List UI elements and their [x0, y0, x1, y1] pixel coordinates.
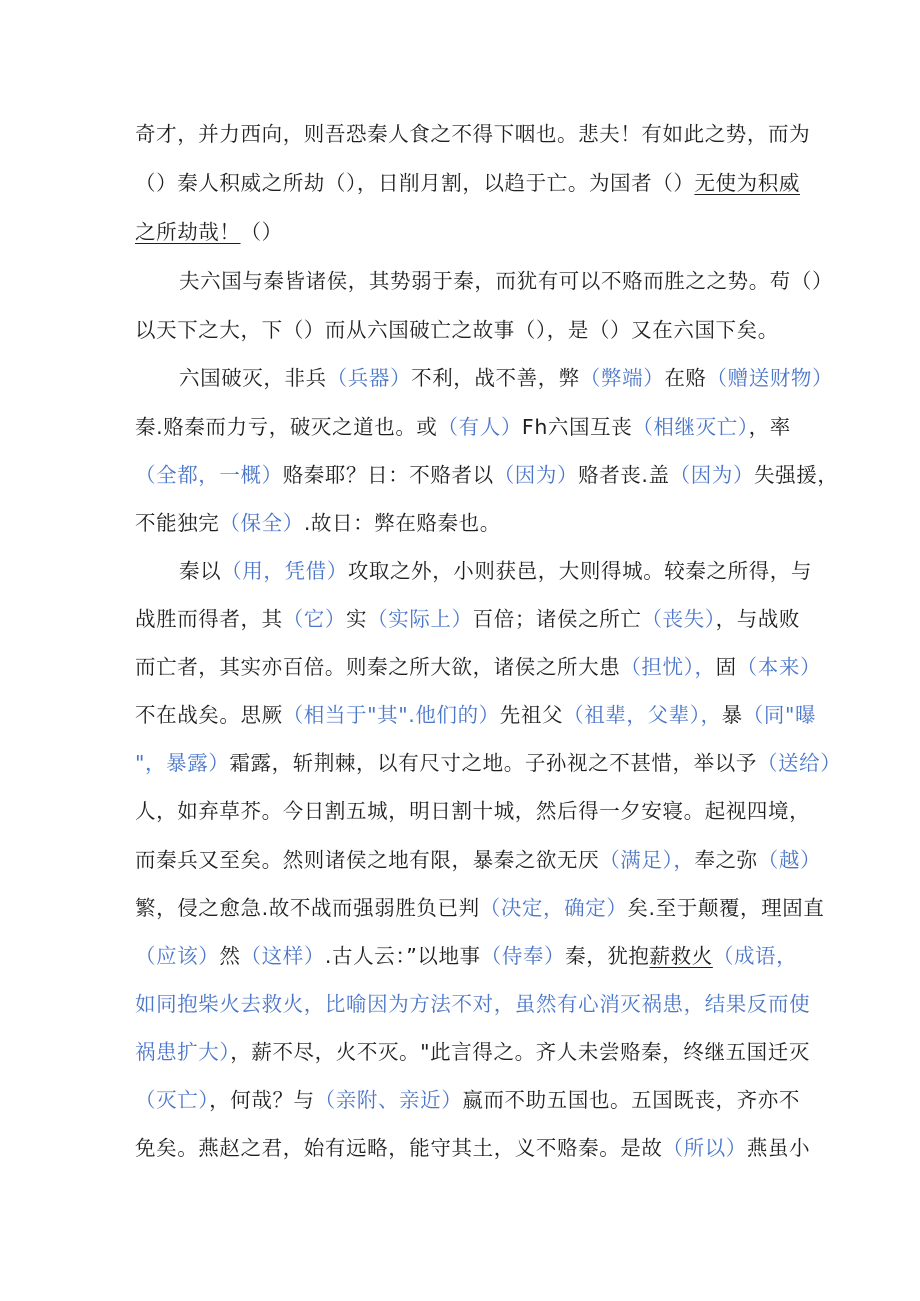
annotation-gloss: （送给） — [756, 751, 842, 775]
annotation-gloss: （越） — [757, 848, 822, 872]
annotation-gloss: "，暴露） — [135, 751, 230, 775]
text-line — [179, 267, 833, 295]
annotation-gloss: （成语， — [712, 944, 798, 968]
annotation-gloss: （赠送财物） — [706, 366, 834, 390]
annotation-gloss: （因为） — [493, 463, 579, 487]
text-run: Fh六国互丧 — [521, 415, 633, 439]
annotation-gloss: （这样） — [240, 944, 325, 968]
annotation-gloss: （应该） — [135, 944, 220, 968]
text-run: ，率 — [748, 415, 791, 439]
text-line — [135, 605, 800, 633]
text-run: 燕虽小 — [746, 1136, 811, 1160]
text-line — [135, 846, 821, 874]
text-run: 以天下之大，下（）而从六国破亡之故事（），是（）又在六国下矣。 — [135, 318, 779, 342]
text-run: 攻取之外，小则获邑，大则得城。较秦之所得，与 — [347, 559, 813, 583]
text-line — [135, 509, 501, 537]
text-run: .故日：弊在赂秦也。 — [303, 511, 501, 535]
text-line — [135, 701, 816, 729]
text-run: 赂者丧.盖 — [578, 463, 670, 487]
annotation-gloss: （它） — [282, 607, 347, 631]
annotation-gloss: （相继灭亡） — [632, 415, 749, 439]
text-line — [135, 797, 810, 825]
text-line — [135, 120, 810, 148]
annotation-gloss: （弊端） — [579, 366, 665, 390]
text-run: 然 — [219, 944, 241, 968]
text-run: 而秦兵又至矣。然则诸侯之地有限，暴秦之欲无厌 — [135, 848, 600, 872]
text-run: 百倍；诸侯之所亡 — [472, 607, 642, 631]
text-line — [135, 413, 791, 441]
text-run: 战胜而得者，其 — [135, 607, 283, 631]
text-line — [135, 894, 824, 922]
annotation-gloss: （同"曝 — [742, 703, 817, 727]
text-run: .古人云：”以地事 — [324, 944, 481, 968]
text-run: 固 — [715, 655, 737, 679]
annotation-gloss: （全都，一概） — [135, 463, 283, 487]
text-line — [179, 364, 833, 392]
text-run: 秦，犹抱 — [565, 944, 650, 968]
annotation-gloss: （所以） — [662, 1136, 747, 1160]
text-run: （）秦人积威之所劫（），日削月割，以趋于亡。为国者（） — [135, 171, 695, 195]
text-line — [135, 461, 838, 489]
annotation-gloss: （有人） — [437, 415, 522, 439]
text-line — [135, 1038, 810, 1066]
underlined-text: 无使为积威 — [694, 171, 800, 195]
text-run: 秦.赂秦而力亏，破灭之道也。或 — [135, 415, 438, 439]
text-run: 不利，战不善，弊 — [411, 366, 580, 390]
annotation-gloss: （实际上） — [367, 607, 473, 631]
text-line — [179, 557, 812, 585]
annotation-gloss: （担忧）， — [620, 655, 716, 679]
text-line — [135, 218, 283, 246]
text-run: 免矣。燕赵之君，始有远略，能守其土，义不赂秦。是故 — [135, 1136, 663, 1160]
text-run: ，何哉？与 — [209, 1088, 315, 1112]
text-run: 不能独完 — [135, 511, 220, 535]
text-run: ，与战败 — [715, 607, 800, 631]
annotation-gloss: （满足）， — [599, 848, 695, 872]
text-run: 繁，侵之愈急.故不战而强弱胜负已判 — [135, 896, 480, 920]
text-run: 夫六国与秦皆诸侯，其势弱于秦，而犹有可以不赂而胜之之势。苟（） — [179, 269, 834, 293]
text-run: 赂秦耶？日：不赂者以 — [282, 463, 494, 487]
annotation-gloss: （丧失） — [641, 607, 716, 631]
annotation-gloss: （因为） — [669, 463, 755, 487]
annotation-gloss: （祖辈，父辈）， — [563, 703, 722, 727]
text-run: 嬴而不助五国也。五国既丧，齐亦不 — [462, 1088, 800, 1112]
text-run: （） — [240, 220, 283, 244]
text-run: 奉之弥 — [694, 848, 758, 872]
text-line — [135, 1086, 800, 1114]
text-line — [135, 990, 810, 1018]
annotation-gloss: （相当于"其".他们的） — [282, 703, 500, 727]
annotation-gloss: 如同抱柴火去救火，比喻因为方法不对，虽然有心消灭祸患，结果反而使 — [135, 992, 811, 1016]
underlined-text: 之所劫哉！ — [135, 220, 241, 244]
text-run: 六国破灭，非兵 — [179, 366, 327, 390]
annotation-gloss: （灭亡） — [135, 1088, 210, 1112]
text-run: 实 — [346, 607, 368, 631]
text-line — [135, 749, 841, 777]
text-run: 暴 — [721, 703, 743, 727]
annotation-gloss: （亲附、亲近） — [314, 1088, 463, 1112]
text-run: 霜露，斩荆棘，以有尺寸之地。子孙视之不甚惜，举以予 — [229, 751, 757, 775]
text-line — [135, 316, 779, 344]
text-run: 不在战矣。思厥 — [135, 703, 283, 727]
annotation-gloss: （侍奉） — [480, 944, 566, 968]
text-run: 而亡者，其实亦百倍。则秦之所大欲，诸侯之所大患 — [135, 655, 621, 679]
annotation-gloss: （本来） — [736, 655, 822, 679]
text-run: 奇才，并力西向，则吾恐秦人食之不得下咽也。悲夫！有如此之势，而为 — [135, 122, 811, 146]
text-run: 人，如弃草芥。今日割五城，明日割十城，然后得一夕安寝。起视四境， — [135, 799, 811, 823]
text-line — [135, 169, 800, 197]
text-run: 在赂 — [664, 366, 707, 390]
annotation-gloss: （保全） — [219, 511, 304, 535]
annotation-gloss: （兵器） — [326, 366, 412, 390]
annotation-gloss: （决定，确定） — [479, 896, 628, 920]
text-line — [135, 653, 821, 681]
text-line — [135, 942, 797, 970]
underlined-text: 薪救火 — [649, 944, 713, 968]
text-run: 失强援， — [754, 463, 839, 487]
text-run: 矣.至于颠覆，理固直 — [627, 896, 825, 920]
text-run: 秦以 — [179, 559, 222, 583]
text-run: ，薪不尽，火不灭。"此言得之。齐人未尝赂秦，终继五国迁灭 — [230, 1040, 810, 1064]
text-line — [135, 1134, 810, 1162]
annotation-gloss: 祸患扩大） — [135, 1040, 231, 1064]
annotation-gloss: （用，凭借） — [221, 559, 348, 583]
text-run: 先祖父 — [499, 703, 564, 727]
